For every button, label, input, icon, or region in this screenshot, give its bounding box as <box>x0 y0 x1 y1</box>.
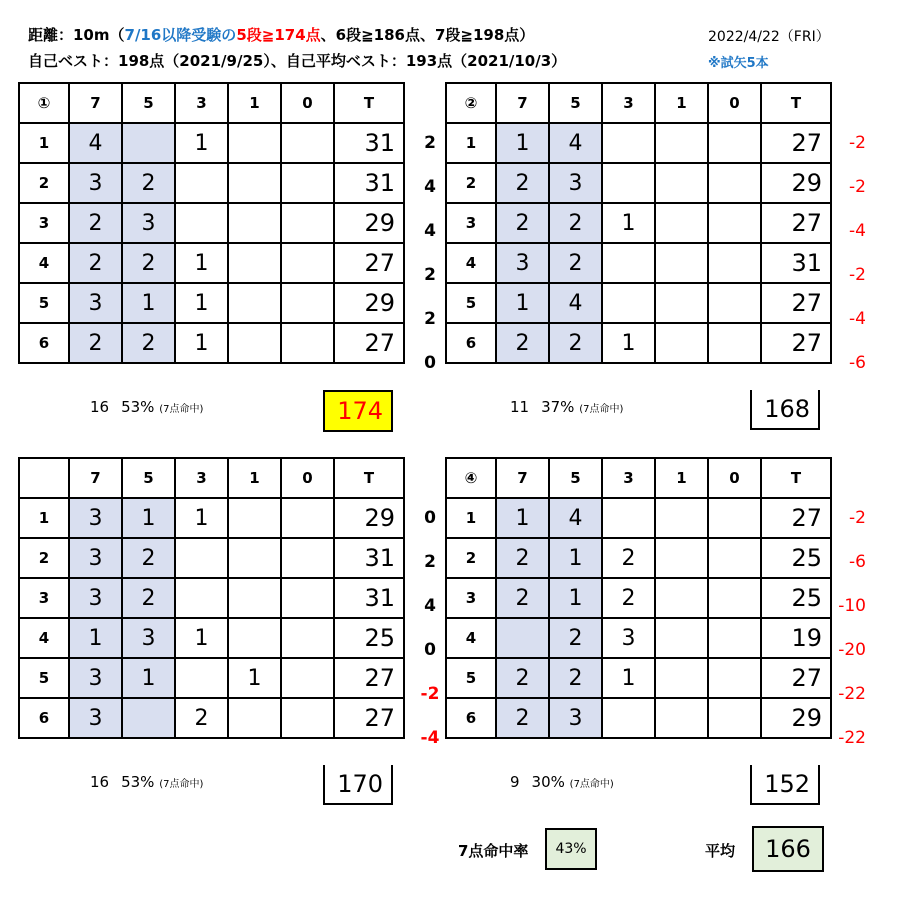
row-total: 25 <box>761 578 831 618</box>
count-cell: 1 <box>69 618 122 658</box>
hit-percent-note: (7点命中) <box>159 779 204 790</box>
row-total: 29 <box>334 283 404 323</box>
hit-count: 11 <box>510 398 530 416</box>
count-cell <box>708 658 761 698</box>
table-row <box>19 203 404 243</box>
count-cell <box>708 618 761 658</box>
round-total: 168 <box>750 390 820 430</box>
diff-vs-previous: 2 <box>424 133 436 153</box>
hit-rate-label: 7点命中率 <box>458 842 529 860</box>
count-cell <box>228 123 281 163</box>
row-total: 27 <box>334 323 404 363</box>
count-cell: 1 <box>175 243 228 283</box>
table-row <box>446 658 831 698</box>
count-cell: 3 <box>69 578 122 618</box>
table-row <box>446 163 831 203</box>
row-number: 4 <box>446 243 496 283</box>
column-header: 7 <box>69 83 122 123</box>
column-header: 1 <box>655 83 708 123</box>
count-cell <box>708 578 761 618</box>
row-total: 27 <box>761 658 831 698</box>
column-header: 7 <box>496 458 549 498</box>
count-cell: 2 <box>496 163 549 203</box>
column-header: 7 <box>69 458 122 498</box>
round-total: 170 <box>323 765 393 805</box>
header-personal-best: 自己ベスト：198点（2021/9/25）、自己平均ベスト：193点（2021/10/3） <box>28 52 567 70</box>
count-cell <box>602 123 655 163</box>
count-cell: 4 <box>549 123 602 163</box>
diff-vs-previous: -4 <box>420 728 440 748</box>
table-row <box>446 498 831 538</box>
round-summary <box>90 773 203 791</box>
hit-percent-note: (7点命中) <box>579 404 624 415</box>
row-total: 27 <box>761 498 831 538</box>
count-cell <box>655 323 708 363</box>
diff-vs-previous: -2 <box>420 684 440 704</box>
row-number: 6 <box>446 698 496 738</box>
row-total: 31 <box>334 163 404 203</box>
row-total: 29 <box>334 203 404 243</box>
table-row <box>19 538 404 578</box>
count-cell: 2 <box>549 243 602 283</box>
table-row <box>446 698 831 738</box>
column-header: 0 <box>708 83 761 123</box>
count-cell <box>655 578 708 618</box>
count-cell: 3 <box>122 203 175 243</box>
column-header: 5 <box>549 458 602 498</box>
count-cell: 3 <box>69 538 122 578</box>
score-table-3 <box>18 457 405 739</box>
count-cell: 1 <box>122 283 175 323</box>
row-total: 31 <box>334 123 404 163</box>
round-total: 174 <box>323 390 393 432</box>
count-cell: 2 <box>69 323 122 363</box>
diff-vs-previous: 0 <box>424 640 436 660</box>
column-header: T <box>334 458 404 498</box>
cumulative-diff: -22 <box>838 684 866 704</box>
hit-percent-note: (7点命中) <box>159 404 204 415</box>
column-header: 5 <box>122 83 175 123</box>
column-header: 1 <box>228 83 281 123</box>
count-cell: 1 <box>122 498 175 538</box>
table-row <box>446 123 831 163</box>
row-number: 4 <box>19 243 69 283</box>
row-total: 27 <box>761 283 831 323</box>
column-header: 3 <box>602 458 655 498</box>
table-row <box>19 578 404 618</box>
count-cell <box>602 243 655 283</box>
row-number: 5 <box>446 283 496 323</box>
column-header: T <box>761 458 831 498</box>
column-header: 5 <box>122 458 175 498</box>
count-cell: 2 <box>496 323 549 363</box>
table-row <box>446 538 831 578</box>
column-header: 0 <box>281 83 334 123</box>
count-cell: 3 <box>69 498 122 538</box>
count-cell: 2 <box>69 203 122 243</box>
count-cell <box>655 243 708 283</box>
count-cell: 1 <box>228 658 281 698</box>
count-cell: 2 <box>496 578 549 618</box>
row-number: 5 <box>446 658 496 698</box>
table-row <box>446 243 831 283</box>
cumulative-diff: -2 <box>849 133 866 153</box>
average-label: 平均 <box>705 842 736 860</box>
cumulative-diff: -22 <box>838 728 866 748</box>
count-cell <box>655 123 708 163</box>
count-cell <box>175 538 228 578</box>
hit-count: 16 <box>90 773 110 791</box>
count-cell: 1 <box>549 578 602 618</box>
row-total: 31 <box>334 538 404 578</box>
count-cell: 3 <box>496 243 549 283</box>
cumulative-diff: -10 <box>838 596 866 616</box>
count-cell: 2 <box>69 243 122 283</box>
count-cell <box>708 243 761 283</box>
row-number: 3 <box>19 203 69 243</box>
count-cell: 4 <box>69 123 122 163</box>
diff-vs-previous: 0 <box>424 353 436 373</box>
score-table-4 <box>445 457 832 739</box>
round-label: ④ <box>446 458 496 498</box>
count-cell <box>496 618 549 658</box>
round-label: ① <box>19 83 69 123</box>
count-cell <box>281 618 334 658</box>
table-row <box>446 618 831 658</box>
cumulative-diff: -6 <box>849 552 866 572</box>
count-cell: 1 <box>496 123 549 163</box>
round-total: 152 <box>750 765 820 805</box>
count-cell: 1 <box>602 658 655 698</box>
count-cell <box>228 538 281 578</box>
diff-vs-previous: 2 <box>424 265 436 285</box>
table-row <box>19 243 404 283</box>
count-cell: 2 <box>496 698 549 738</box>
column-header: 0 <box>708 458 761 498</box>
cumulative-diff: -4 <box>849 221 866 241</box>
count-cell <box>281 698 334 738</box>
row-number: 1 <box>446 498 496 538</box>
round-summary <box>90 398 203 416</box>
column-header: T <box>761 83 831 123</box>
header-other-thresholds: 、6段≧186点、7段≧198点） <box>320 26 535 44</box>
count-cell: 2 <box>122 163 175 203</box>
count-cell <box>281 498 334 538</box>
count-cell <box>228 283 281 323</box>
column-header: 3 <box>175 458 228 498</box>
row-total: 25 <box>334 618 404 658</box>
count-cell: 4 <box>549 498 602 538</box>
count-cell: 1 <box>496 498 549 538</box>
count-cell: 1 <box>602 203 655 243</box>
round-label: ② <box>446 83 496 123</box>
count-cell <box>655 618 708 658</box>
row-total: 27 <box>761 203 831 243</box>
count-cell: 3 <box>549 163 602 203</box>
cumulative-diff: -2 <box>849 177 866 197</box>
count-cell <box>228 323 281 363</box>
header-distance-text: 距離：10m（ <box>28 26 125 44</box>
header-date: 2022/4/22（FRI） <box>708 29 830 45</box>
count-cell <box>655 538 708 578</box>
count-cell <box>281 123 334 163</box>
row-number: 6 <box>446 323 496 363</box>
count-cell <box>281 658 334 698</box>
count-cell: 1 <box>175 618 228 658</box>
count-cell: 3 <box>549 698 602 738</box>
table-row <box>19 498 404 538</box>
row-total: 25 <box>761 538 831 578</box>
table-row <box>19 323 404 363</box>
count-cell: 3 <box>69 163 122 203</box>
count-cell <box>175 163 228 203</box>
count-cell <box>175 658 228 698</box>
column-header: 1 <box>655 458 708 498</box>
count-cell: 1 <box>122 658 175 698</box>
count-cell <box>175 578 228 618</box>
table-row <box>19 618 404 658</box>
column-header: 5 <box>549 83 602 123</box>
column-header: T <box>334 83 404 123</box>
count-cell: 4 <box>549 283 602 323</box>
row-number: 2 <box>19 163 69 203</box>
row-total: 27 <box>334 658 404 698</box>
column-header: 3 <box>602 83 655 123</box>
row-total: 31 <box>334 578 404 618</box>
count-cell: 3 <box>69 283 122 323</box>
count-cell <box>228 243 281 283</box>
cumulative-diff: -4 <box>849 309 866 329</box>
row-number: 2 <box>19 538 69 578</box>
hit-count: 16 <box>90 398 110 416</box>
cumulative-diff: -20 <box>838 640 866 660</box>
header-exam-note: 7/16以降受験の <box>124 26 237 44</box>
column-header: 7 <box>496 83 549 123</box>
count-cell: 1 <box>602 323 655 363</box>
table-row <box>19 283 404 323</box>
count-cell <box>708 123 761 163</box>
table-row <box>19 698 404 738</box>
count-cell <box>708 498 761 538</box>
round-label <box>19 458 69 498</box>
count-cell: 3 <box>69 658 122 698</box>
table-row <box>19 123 404 163</box>
count-cell <box>228 498 281 538</box>
count-cell <box>602 163 655 203</box>
row-number: 3 <box>446 203 496 243</box>
count-cell <box>708 538 761 578</box>
count-cell <box>655 698 708 738</box>
count-cell: 3 <box>122 618 175 658</box>
header-trial-arrows-note: ※試矢5本 <box>708 56 769 71</box>
row-total: 29 <box>761 163 831 203</box>
row-number: 3 <box>446 578 496 618</box>
count-cell: 1 <box>175 498 228 538</box>
count-cell <box>655 658 708 698</box>
count-cell <box>228 203 281 243</box>
table-row <box>446 283 831 323</box>
diff-vs-previous: 4 <box>424 177 436 197</box>
row-number: 6 <box>19 698 69 738</box>
score-table-2 <box>445 82 832 364</box>
diff-vs-previous: 0 <box>424 508 436 528</box>
count-cell: 2 <box>122 538 175 578</box>
row-number: 3 <box>19 578 69 618</box>
header-5dan-threshold: 5段≧174点 <box>236 26 321 44</box>
table-row <box>19 163 404 203</box>
row-total: 27 <box>334 698 404 738</box>
column-header: 0 <box>281 458 334 498</box>
count-cell <box>602 283 655 323</box>
hit-percent: 53% <box>121 773 155 791</box>
count-cell <box>602 498 655 538</box>
cumulative-diff: -2 <box>849 265 866 285</box>
count-cell <box>228 618 281 658</box>
count-cell: 3 <box>602 618 655 658</box>
count-cell: 2 <box>549 323 602 363</box>
hit-percent: 53% <box>121 398 155 416</box>
row-number: 6 <box>19 323 69 363</box>
hit-percent: 37% <box>541 398 575 416</box>
count-cell <box>175 203 228 243</box>
row-number: 4 <box>19 618 69 658</box>
row-number: 2 <box>446 163 496 203</box>
count-cell: 2 <box>496 203 549 243</box>
hit-percent-note: (7点命中) <box>569 779 614 790</box>
count-cell <box>281 243 334 283</box>
row-total: 29 <box>761 698 831 738</box>
row-total: 27 <box>761 123 831 163</box>
count-cell: 1 <box>175 123 228 163</box>
count-cell <box>281 163 334 203</box>
count-cell: 2 <box>175 698 228 738</box>
header-distance-line <box>28 24 534 45</box>
count-cell <box>122 698 175 738</box>
table-row <box>446 323 831 363</box>
count-cell: 2 <box>602 578 655 618</box>
row-total: 27 <box>334 243 404 283</box>
row-number: 1 <box>446 123 496 163</box>
count-cell: 2 <box>549 203 602 243</box>
diff-vs-previous: 4 <box>424 221 436 241</box>
diff-vs-previous: 2 <box>424 552 436 572</box>
count-cell: 2 <box>122 243 175 283</box>
count-cell: 2 <box>496 538 549 578</box>
count-cell: 2 <box>122 323 175 363</box>
diff-vs-previous: 4 <box>424 596 436 616</box>
count-cell <box>708 163 761 203</box>
count-cell <box>281 538 334 578</box>
count-cell <box>655 498 708 538</box>
diff-vs-previous: 2 <box>424 309 436 329</box>
table-row <box>19 658 404 698</box>
table-row <box>446 203 831 243</box>
count-cell: 2 <box>549 658 602 698</box>
count-cell <box>708 323 761 363</box>
count-cell: 2 <box>496 658 549 698</box>
count-cell: 1 <box>175 323 228 363</box>
count-cell <box>281 578 334 618</box>
row-number: 5 <box>19 283 69 323</box>
count-cell: 2 <box>549 618 602 658</box>
hit-count: 9 <box>510 773 520 791</box>
count-cell: 1 <box>549 538 602 578</box>
row-number: 1 <box>19 498 69 538</box>
count-cell <box>708 698 761 738</box>
count-cell <box>708 283 761 323</box>
row-number: 1 <box>19 123 69 163</box>
count-cell: 1 <box>175 283 228 323</box>
column-header: 3 <box>175 83 228 123</box>
count-cell: 1 <box>496 283 549 323</box>
hit-percent: 30% <box>531 773 565 791</box>
count-cell <box>122 123 175 163</box>
row-number: 4 <box>446 618 496 658</box>
count-cell <box>281 283 334 323</box>
row-number: 2 <box>446 538 496 578</box>
row-number: 5 <box>19 658 69 698</box>
count-cell <box>281 323 334 363</box>
count-cell <box>655 163 708 203</box>
score-table-1 <box>18 82 405 364</box>
row-total: 27 <box>761 323 831 363</box>
count-cell: 3 <box>69 698 122 738</box>
count-cell <box>708 203 761 243</box>
row-total: 29 <box>334 498 404 538</box>
count-cell <box>228 698 281 738</box>
count-cell <box>655 203 708 243</box>
count-cell <box>281 203 334 243</box>
cumulative-diff: -6 <box>849 353 866 373</box>
count-cell <box>228 163 281 203</box>
count-cell <box>655 283 708 323</box>
cumulative-diff: -2 <box>849 508 866 528</box>
table-row <box>446 578 831 618</box>
column-header: 1 <box>228 458 281 498</box>
count-cell <box>602 698 655 738</box>
round-summary <box>510 773 614 791</box>
average-value: 166 <box>752 826 824 872</box>
count-cell: 2 <box>122 578 175 618</box>
count-cell: 2 <box>602 538 655 578</box>
row-total: 19 <box>761 618 831 658</box>
hit-rate-value: 43% <box>545 828 597 870</box>
count-cell <box>228 578 281 618</box>
round-summary <box>510 398 623 416</box>
row-total: 31 <box>761 243 831 283</box>
